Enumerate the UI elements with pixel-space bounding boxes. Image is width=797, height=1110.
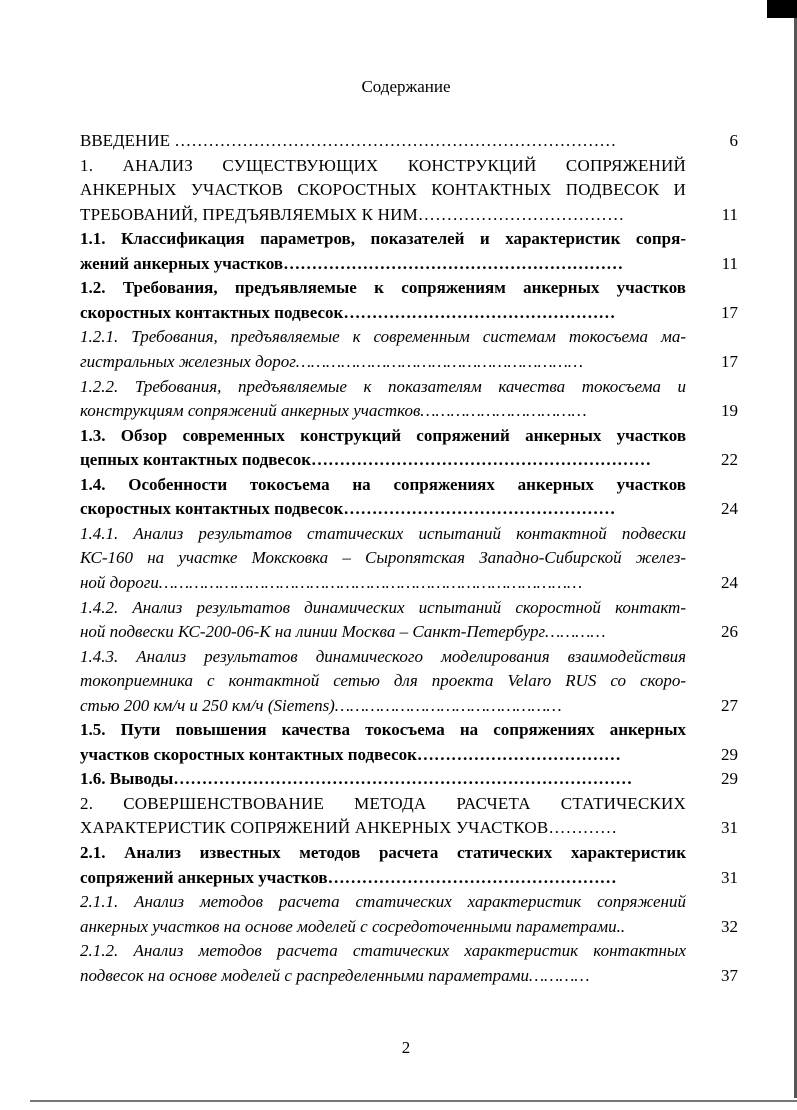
toc-entry-page: 19 <box>721 401 738 421</box>
toc-entry-line: ной дороги………………………………………………………………………… <box>80 572 583 592</box>
toc-entry-line: конструкциям сопряжений анкерных участков…………………………… <box>80 401 587 421</box>
toc-entry-line: 2.1. Анализ известных методов расчета статических характеристик <box>80 843 686 862</box>
toc-entry-line: 1.4. Особенности токосъема на сопряжениях анкерных участков <box>80 474 686 494</box>
toc-entry-page: 31 <box>721 867 738 887</box>
toc-entry-page: 37 <box>721 965 738 985</box>
toc-entry-line: ной подвески КС-200-06-К на линии Москва – Санкт-Петербург………… <box>80 622 606 641</box>
toc-entry-line: анкерных участков на основе моделей с сосредоточенными параметрами.. <box>80 916 626 936</box>
toc-entry-page: 24 <box>721 499 738 519</box>
toc-entry-line: 2.1.1. Анализ методов расчета статических характеристик сопряжений <box>80 892 686 912</box>
toc-entry-line: подвесок на основе моделей с распределенными параметрами………… <box>80 965 590 985</box>
toc-entry-line: КС-160 на участке Моксковка – Сыропятская Западно-Сибирской желез- <box>80 548 686 568</box>
toc-entry-page: 6 <box>729 131 738 150</box>
toc-entry-line: 1.6. Выводы……………………………………………………………………… <box>80 769 633 789</box>
toc-entry-line: 1.5. Пути повышения качества токосъема на сопряжениях анкерных <box>80 720 686 740</box>
page-number: 2 <box>401 1038 411 1057</box>
toc-entry-line: ХАРАКТЕРИСТИК СОПРЯЖЕНИЙ АНКЕРНЫХ УЧАСТКОВ………… <box>80 818 618 838</box>
toc-entry-line: сопряжений анкерных участков…………………………………………… <box>80 867 617 887</box>
toc-entry-line: 1.2.1. Требования, предъявляемые к современным системам токосъема ма- <box>80 327 686 347</box>
toc-entry-line: 1.2.2. Требования, предъявляемые к показателям качества токосъема и <box>80 376 686 396</box>
toc-entry-line: жений анкерных участков…………………………………………………… <box>80 253 624 273</box>
toc-entry-page: 27 <box>721 695 738 715</box>
toc-entry-line: 1. АНАЛИЗ СУЩЕСТВУЮЩИХ КОНСТРУКЦИЙ СОПРЯЖЕНИЙ <box>80 155 686 175</box>
toc-entry-line: участков скоростных контактных подвесок……………………………… <box>80 744 621 764</box>
toc-entry-page: 29 <box>721 744 738 764</box>
toc-entry-line: АНКЕРНЫХ УЧАСТКОВ СКОРОСТНЫХ КОНТАКТНЫХ ПОДВЕСОК И <box>80 180 686 200</box>
toc-entry-line: цепных контактных подвесок…………………………………………………… <box>80 450 652 470</box>
toc-entry-line: ВВЕДЕНИЕ …………………………………………………………………… <box>80 131 617 150</box>
toc-entry-line: гистральных железных дорог………………………………………………… <box>80 352 584 371</box>
toc-entry-line: скоростных контактных подвесок………………………………………… <box>80 302 616 322</box>
toc-entry-page: 17 <box>721 302 738 322</box>
toc-entry-line: 2. СОВЕРШЕНСТВОВАНИЕ МЕТОДА РАСЧЕТА СТАТИЧЕСКИХ <box>80 793 686 813</box>
toc-entry-line: 1.4.2. Анализ результатов динамических испытаний скоростной контакт- <box>80 597 686 617</box>
toc-entry-line: 1.4.3. Анализ результатов динамического моделирования взаимодействия <box>80 646 686 666</box>
toc-entry-page: 11 <box>721 204 738 224</box>
toc-entry-line: токоприемника с контактной сетью для проекта Velaro RUS со скоро- <box>80 671 686 691</box>
toc-entry-line: скоростных контактных подвесок………………………………………… <box>80 499 616 519</box>
toc-entry-line: ТРЕБОВАНИЙ, ПРЕДЪЯВЛЯЕМЫХ К НИМ……………………………… <box>80 204 625 224</box>
toc-entry-line: 1.4.1. Анализ результатов статических испытаний контактной подвески <box>80 523 686 543</box>
toc-entry-line: 1.3. Обзор современных конструкций сопряжений анкерных участков <box>80 425 686 445</box>
toc-entry-page: 17 <box>721 352 738 371</box>
page-title: Содержание <box>361 77 451 96</box>
toc-entry-page: 11 <box>721 253 738 273</box>
toc-entry-page: 32 <box>721 916 738 936</box>
toc-entry-page: 24 <box>721 572 738 592</box>
toc-entry-line: 2.1.2. Анализ методов расчета статических характеристик контактных <box>80 941 686 961</box>
toc-entry-page: 29 <box>721 769 738 789</box>
toc-entry-page: 31 <box>721 818 738 838</box>
toc-entry-page: 26 <box>721 622 738 641</box>
toc-entry-page: 22 <box>721 450 738 470</box>
toc-entry-line: 1.2. Требования, предъявляемые к сопряжениям анкерных участков <box>80 278 686 298</box>
toc-entry-line: 1.1. Классификация параметров, показателей и характеристик сопря- <box>80 229 686 249</box>
toc-entry-line: стью 200 км/ч и 250 км/ч (Siemens)……………………………………… <box>80 695 562 715</box>
